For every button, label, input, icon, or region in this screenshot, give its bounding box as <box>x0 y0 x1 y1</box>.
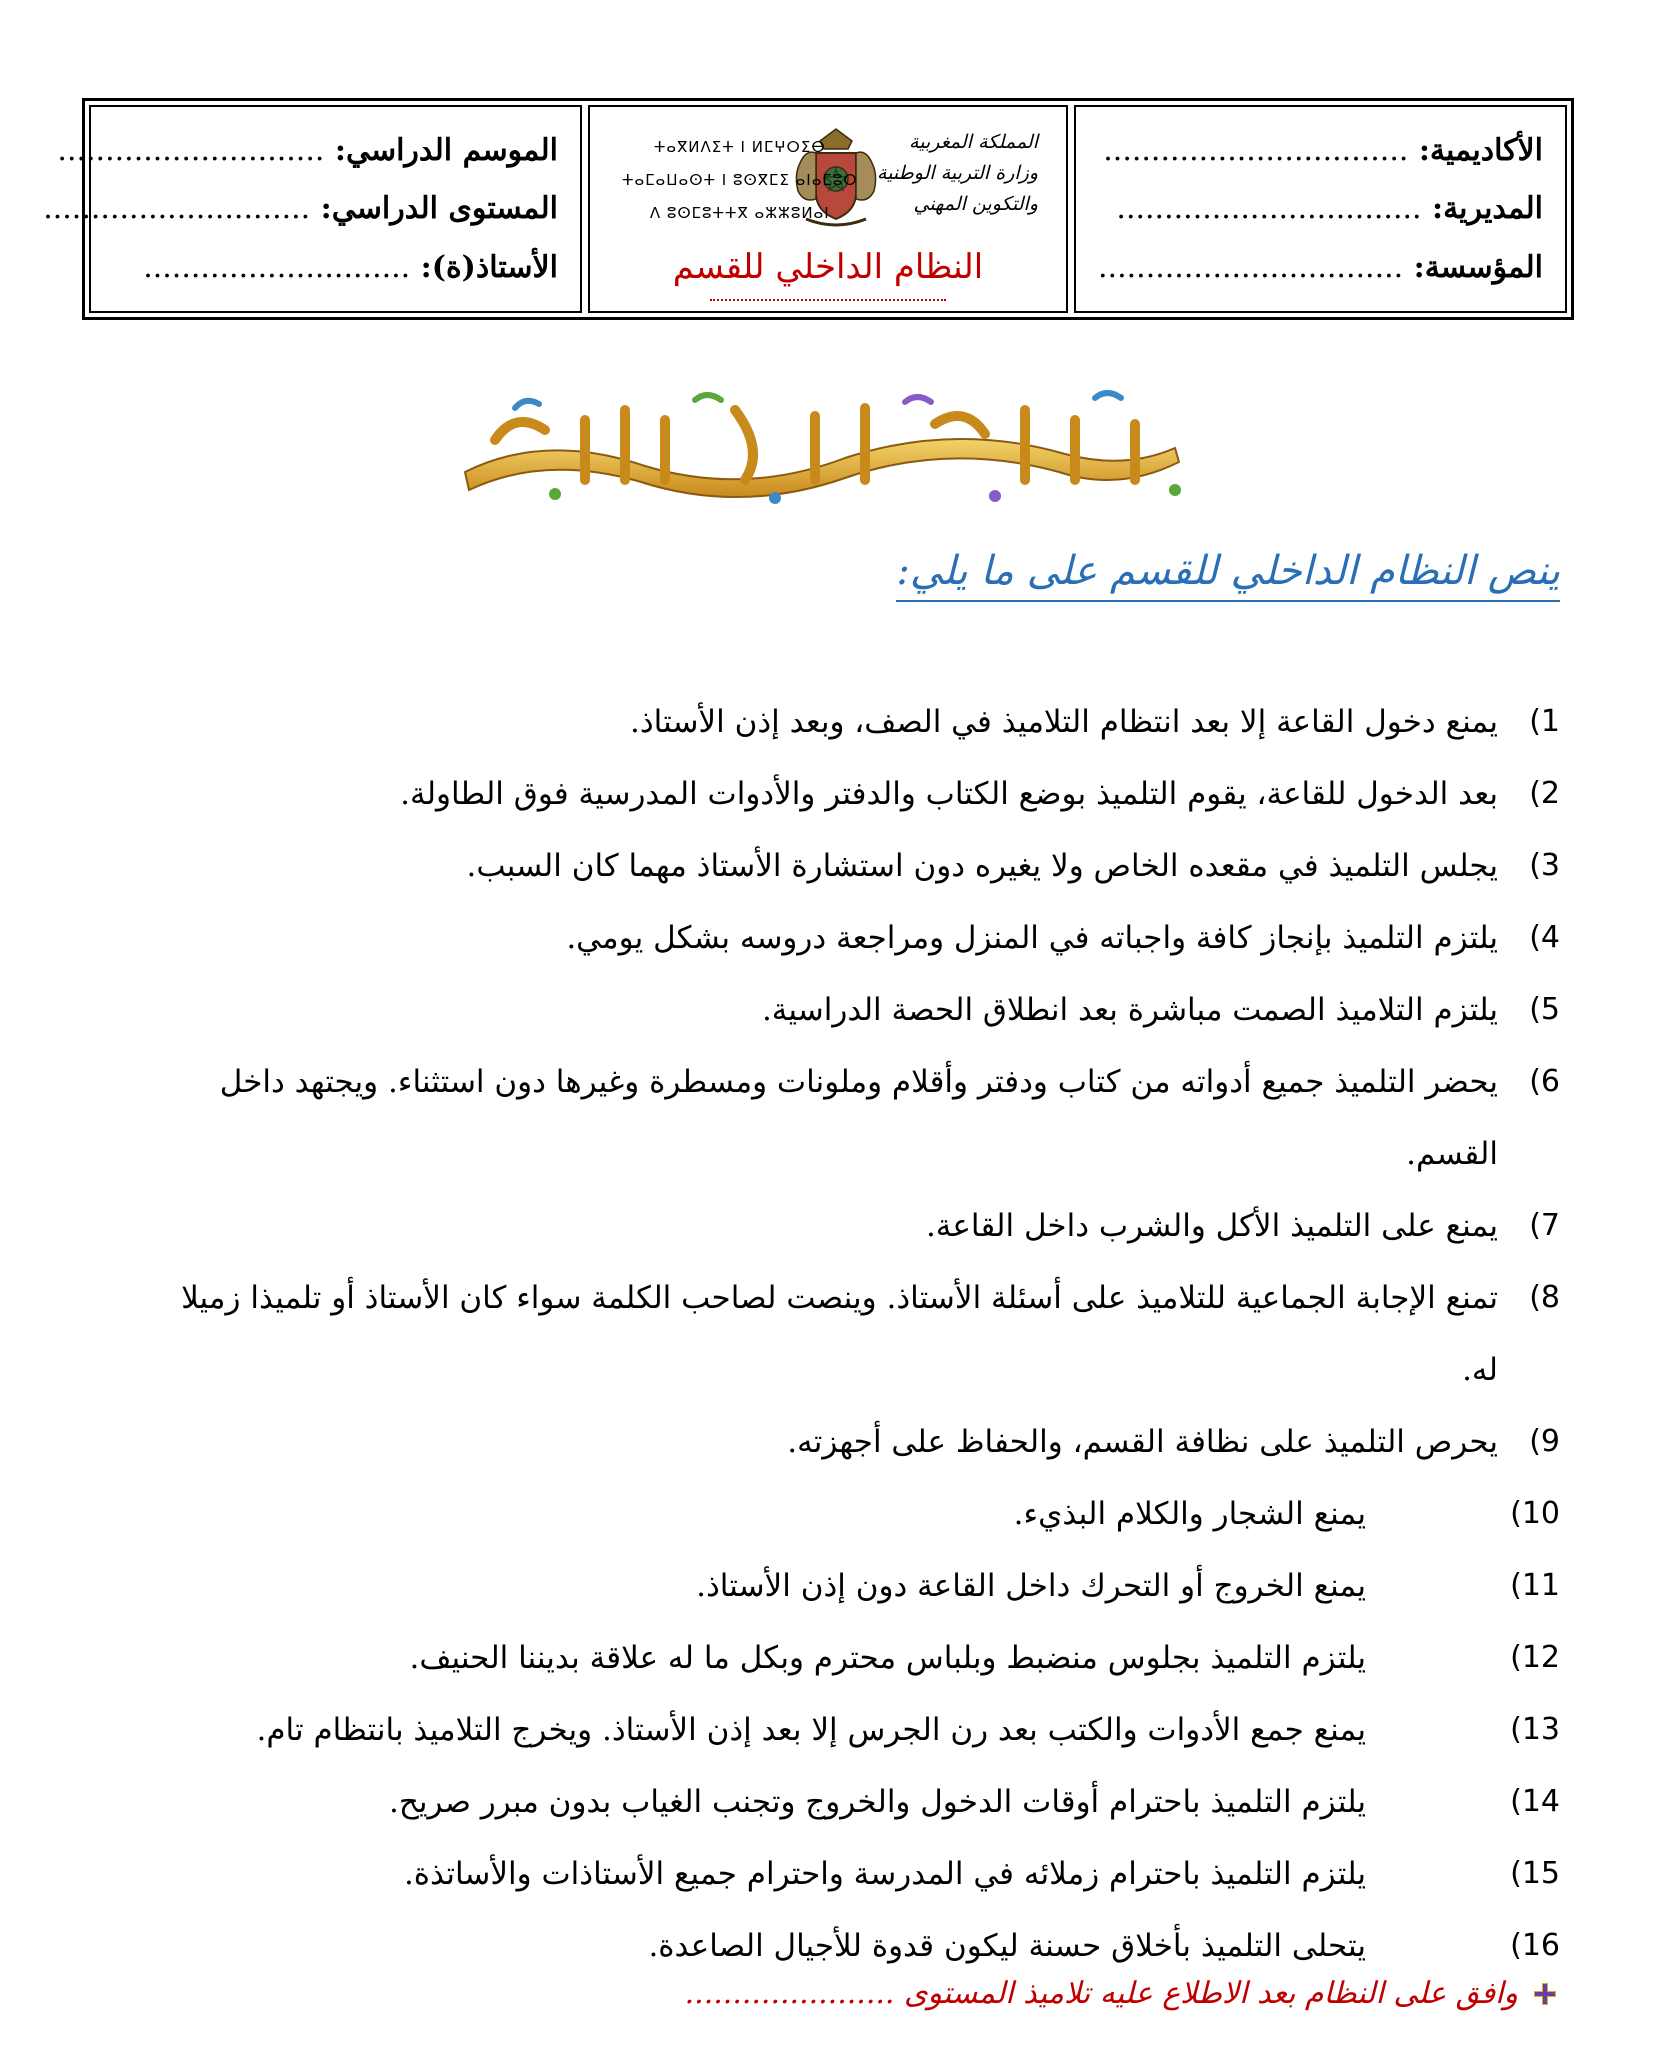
list-item: (4 يلتزم التلميذ بإنجاز كافة واجباته في المنزل ومراجعة دروسه بشكل يومي. <box>566 920 1560 956</box>
list-item: (11 يمنع الخروج أو التحرك داخل القاعة دون إذن الأستاذ. <box>696 1568 1560 1604</box>
list-item: (7 يمنع على التلميذ الأكل والشرب داخل القاعة. <box>925 1208 1560 1244</box>
institution-field: المؤسسة: ................................ <box>1098 250 1543 286</box>
header-class-info <box>43 105 582 313</box>
header-box <box>43 98 1574 320</box>
header-school-info <box>1074 105 1567 313</box>
header-ministry <box>588 105 1068 313</box>
list-item: (2 بعد الدخول للقاعة، يقوم التلميذ بوضع الكتاب والدفتر والأدوات المدرسية فوق الطاولة. <box>400 776 1560 812</box>
list-item: (6 يحضر التلميذ جميع أدواته من كتاب ودفتر وأقلام وملونات ومسطرة وغيرها دون استثناء. ويجتهد داخل القسم. <box>219 1064 1560 1172</box>
teacher-field: الأستاذ(ة): ............................ <box>143 250 558 286</box>
approval-note <box>685 1976 1558 2011</box>
title-underline <box>710 299 946 301</box>
list-item: (13 يمنع جمع الأدوات والكتب بعد رن الجرس إلا بعد إذن الأستاذ. ويخرج التلاميذ بانتظام تام. <box>256 1712 1560 1748</box>
list-item: (12 يلتزم التلميذ بجلوس منضبط وبلباس محترم وبكل ما له علاقة بديننا الحنيف. <box>409 1640 1560 1676</box>
directorate-field: المديرية: ................................ <box>1116 191 1543 227</box>
list-item: (15 يلتزم التلميذ باحترام زملائه في المدرسة واحترام جميع الأستاذات والأساتذة. <box>403 1856 1560 1892</box>
list-item: (5 يلتزم التلاميذ الصمت مباشرة بعد انطلاق الحصة الدراسية. <box>761 992 1560 1028</box>
approval-text: وافق على النظام بعد الاطلاع عليه تلاميذ المستوى ...................... <box>684 1976 1518 2011</box>
document-title: النظام الداخلي للقسم <box>672 247 984 287</box>
list-item: (8 تمنع الإجابة الجماعية للتلاميذ على أسئلة الأستاذ. وينصت لصاحب الكلمة سواء كان الأستاذ أو تلميذا زميلا له. <box>181 1280 1560 1388</box>
school-year-field: الموسم الدراسي: ............................ <box>57 132 558 168</box>
academy-field: الأكاديمية: ................................ <box>1103 132 1543 168</box>
plus-bullet-icon <box>1532 1981 1558 2007</box>
list-item: (14 يلتزم التلميذ باحترام أوقات الدخول والخروج وتجنب الغياب بدون مبرر صريح. <box>389 1784 1560 1820</box>
level-field: المستوى الدراسي: ............................ <box>43 191 558 227</box>
list-item: (3 يجلس التلميذ في مقعده الخاص ولا يغيره دون استشارة الأستاذ مهما كان السبب. <box>466 848 1560 884</box>
list-item: (10 يمنع الشجار والكلام البذيء. <box>1013 1496 1560 1532</box>
basmala-calligraphy <box>435 380 1215 510</box>
list-item: (1 يمنع دخول القاعة إلا بعد انتظام التلاميذ في الصف، وبعد إذن الأستاذ. <box>630 704 1560 740</box>
kingdom-text: المملكة المغربية وزارة التربية الوطنية والتكوين المهني <box>877 131 1039 215</box>
list-item: (16 يتحلى التلميذ بأخلاق حسنة ليكون قدوة للأجيال الصاعدة. <box>648 1928 1560 1964</box>
list-item: (9 يحرص التلميذ على نظافة القسم، والحفاظ على أجهزته. <box>787 1424 1560 1460</box>
tifinagh-text: ⵜⴰⴳⵍⴷⵉⵜ ⵏ ⵍⵎⵖⵔⵉⴱ ⵜⴰⵎⴰⵡⴰⵙⵜ ⵏ ⵓⵙⴳⵎⵉ ⴰⵏⴰⵎⵓⵔ ⴷ ⵓⵙⵎⵓⵜⵜⴳ ⴰⵣⵣⵓⵍⴰⵏ <box>622 138 858 222</box>
intro-heading: ينص النظام الداخلي للقسم على ما يلي: <box>896 548 1560 602</box>
rules-list <box>140 686 1560 1982</box>
